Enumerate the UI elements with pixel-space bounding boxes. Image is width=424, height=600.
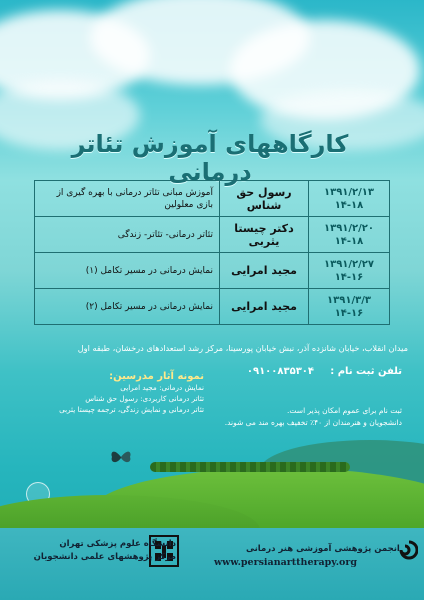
instructor-cell: دکتر چیستا یثربی <box>220 217 309 253</box>
date-cell <box>309 181 390 217</box>
org-name: انجمن پژوهشی آموزشی هنر درمانی <box>246 544 400 554</box>
instructor-cell: رسول حق شناس <box>220 181 309 217</box>
instructor-cell: مجید امرایی <box>220 253 309 289</box>
sample-item: نمایش درمانی: مجید امرایی <box>120 383 204 392</box>
table-row <box>35 217 390 253</box>
time: ۱۴-۱۶ <box>334 307 364 319</box>
sample-item: تئاتر درمانی و نمایش زندگی، ترجمه چیستا یثربی <box>59 405 204 414</box>
topic-cell: نمایش درمانی در مسیر تکامل (۲) <box>35 289 220 325</box>
date-cell <box>309 289 390 325</box>
registration-note: ثبت نام برای عموم امکان پذیر است. <box>287 406 402 415</box>
research-center: مرکز پژوهشهای علمی دانشجویان <box>33 552 176 562</box>
instructor-cell: مجید امرایی <box>220 289 309 325</box>
topic-cell: نمایش درمانی در مسیر تکامل (۱) <box>35 253 220 289</box>
table-row <box>35 253 390 289</box>
university-name: دانشگاه علوم پزشکی تهران <box>59 539 176 549</box>
topic-cell: تئاتر درمانی- تئاتر- زندگی <box>35 217 220 253</box>
time: ۱۴-۱۶ <box>334 271 364 283</box>
samples-heading: نمونه آثار مدرسین: <box>109 371 204 382</box>
sample-item: تئاتر درمانی کاربردی: رسول حق شناس <box>85 394 204 403</box>
table-row <box>35 289 390 325</box>
date: ۱۳۹۱/۲/۱۳ <box>323 186 375 198</box>
time: ۱۴-۱۸ <box>334 235 364 247</box>
address: میدان انقلاب، خیابان شانزده آذر، نبش خیابان پورسینا، مرکز رشد استعدادهای درخشان، طبقه اول <box>77 343 408 353</box>
time: ۱۴-۱۸ <box>334 199 364 211</box>
table-row <box>35 181 390 217</box>
tree-line <box>150 462 350 472</box>
date-cell <box>309 217 390 253</box>
poster-title: کارگاههای آموزش تئاتر درمانی <box>71 130 349 186</box>
phone-label: تلفن ثبت نام : <box>330 366 402 377</box>
date: ۱۳۹۱/۲/۲۰ <box>323 222 375 234</box>
website-url: www.persianarttherapy.org <box>214 557 358 568</box>
butterfly-icon <box>110 448 132 466</box>
date: ۱۳۹۱/۳/۳ <box>327 294 371 306</box>
discount-note: دانشجویان و هنرمندان از ۴۰٪ تخفیف بهره مند می شوند. <box>224 418 402 427</box>
topic-cell: آموزش مبانی تئاتر درمانی با بهره گیری از بازی معلولین <box>35 181 220 217</box>
phone-number: ۰۹۱۰۰۸۳۵۳۰۴ <box>246 366 314 377</box>
date-cell <box>309 253 390 289</box>
instructor-samples <box>14 371 204 415</box>
date: ۱۳۹۱/۲/۲۷ <box>323 258 375 270</box>
schedule-table <box>34 180 390 325</box>
